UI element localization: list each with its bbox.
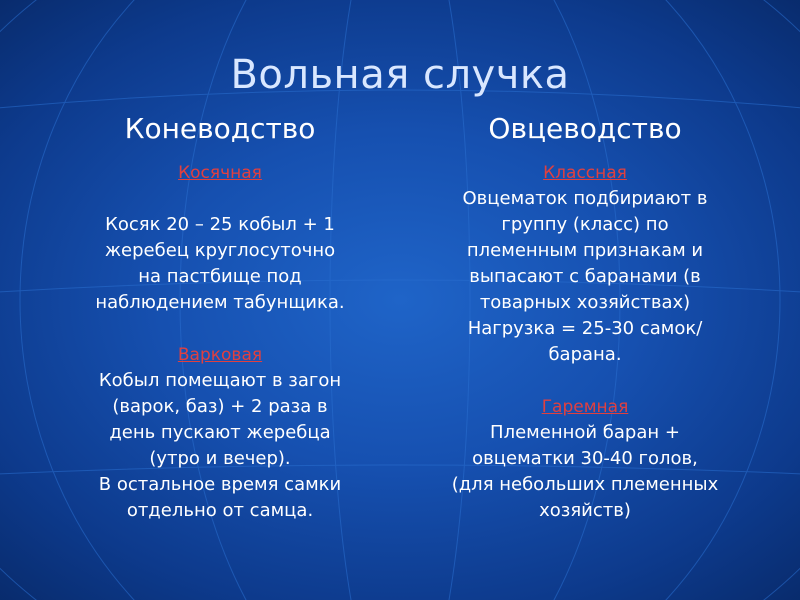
- left-subheading-2[interactable]: Варковая: [177, 345, 263, 365]
- left-text-1: Косяк 20 – 25 кобыл + 1 жеребец круглосуточно на пастбище под наблюдением табунщика.: [95, 214, 345, 313]
- right-text-3: Племенной баран + овцематки 30-40 голов, (для небольших племенных хозяйств): [451, 422, 719, 521]
- right-column: [405, 160, 765, 524]
- right-text-2: Нагрузка = 25-30 самок/ барана.: [467, 318, 703, 365]
- left-column-heading: Коневодство: [124, 112, 316, 145]
- right-subheading-2[interactable]: Гаремная: [541, 397, 629, 417]
- right-text-1: Овцематок подбириают в группу (класс) по племенным признакам и выпасают с баранами (в товарных хозяйствах): [462, 188, 708, 313]
- right-subheading-1[interactable]: Классная: [543, 163, 627, 183]
- slide-title: Вольная случка: [230, 52, 570, 98]
- right-column-heading: Овцеводство: [488, 112, 682, 145]
- left-subheading-1[interactable]: Косячная: [178, 163, 262, 183]
- left-text-2: Кобыл помещают в загон (варок, баз) + 2 раза в день пускают жеребца (утро и вечер).: [98, 370, 342, 469]
- left-text-3: В остальное время самки отдельно от самца.: [98, 474, 342, 521]
- left-column: [40, 160, 400, 524]
